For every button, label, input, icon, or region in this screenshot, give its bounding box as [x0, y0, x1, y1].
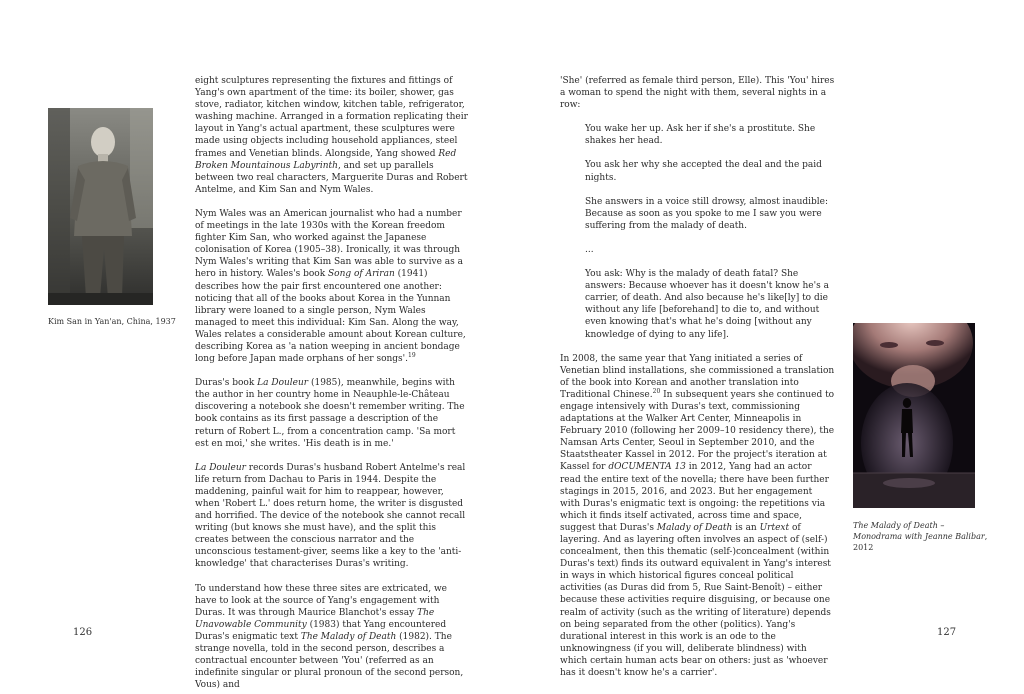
block-quote: [560, 159, 835, 183]
block-quote: [560, 196, 835, 232]
kim-san-photo-image: [48, 108, 153, 305]
left-text-column: [195, 75, 470, 691]
body-paragraph: [195, 208, 470, 365]
text-run: eight sculptures representing the fixtures and fittings of Yang's own apartment of the time: its boiler, shower, gas stove, radiator, kitchen window, kitchen table, refrigerator, washing machine. Arranged in a formation replicating their layout in Yang's actual apartment, these sculptures were made using objects including household appliances, steel frames and Venetian blinds. Alongside, Yang showed: [195, 76, 468, 159]
text-run: Nym Wales was an American journalist who had a number of meetings in the late 1930s with the Korean freedom fighter Kim San, who worked against the Japanese colonisation of Korea (1905–38). Ironically, it was through Nym Wales's writing that Kim San was able to survive as a hero in history. Wales's book: [195, 208, 464, 280]
block-quote: [560, 268, 835, 341]
block-quote: [560, 123, 835, 147]
footnote-ref: 20: [652, 387, 661, 395]
body-paragraph: [195, 462, 470, 571]
italic-title: Malady of Death: [656, 522, 733, 533]
italic-title: Song of Ariran: [328, 269, 395, 280]
text-run: is an: [732, 522, 760, 533]
text-run: (1982). The strange novella, told in the second person, describes a contractual encounter between 'You' (referred as an indefinite singular or plural pronoun of the second person, Vous) and: [195, 631, 464, 691]
italic-title: dOCUMENTA 13: [608, 462, 686, 473]
text-run: in 2012, Yang had an actor read the entire text of the novella; there have been further stagings in 2015, 2016, and 2023. But her engagement with Duras's enigmatic text is ongoing: the repetitions via which it finds itself activated, across time and space, suggest that Duras's: [560, 462, 829, 533]
kim-san-photo-caption: Kim San in Yan'an, China, 1937: [48, 317, 176, 326]
malady-caption-year: , 2012: [853, 532, 988, 552]
right-page: [512, 0, 1024, 694]
text-run: In 2008, the same year that Yang initiated a series of Venetian blind installations, she commissioned a translation of the book into Korean and another translation into Traditional Chinese.: [560, 353, 835, 400]
italic-title: The Unavowable Community: [195, 607, 435, 630]
italic-title: Red Broken Mountainous Labyrinth: [195, 148, 457, 171]
malady-of-death-photo-caption: [853, 520, 993, 553]
body-paragraph: [560, 75, 835, 111]
text-run: You ask: Why is the malady of death fatal? She answers: Because whoever has it doesn't know he's a carrier, of death. And also because he's like[ly] to die without any life [beforehand] to die to, and without even knowing that's what he's doing [without any knowledge of dying to any life].: [585, 269, 829, 340]
text-run: To understand how these three sites are extricated, we have to look at the source of Yang's engagement with Duras. It was through Maurice Blanchot's essay: [195, 583, 447, 618]
text-run: In subsequent years she continued to engage intensively with Duras's text, commissioning adaptations at the Walker Art Center, Minneapolis in February 2010 (following her 2009–10 residency there), the Namsan Arts Center, Seoul in September 2010, and the Staatstheater Kassel in 2012. For the project's iteration at Kassel for: [560, 389, 835, 473]
text-run: She answers in a voice still drowsy, almost inaudible: Because as soon as you spoke to me I saw you were suffering from the malady of death.: [585, 196, 829, 231]
text-run: , and set up parallels between two real characters, Marguerite Duras and Robert Antelme, and Kim San and Nym Wales.: [195, 160, 468, 195]
italic-title: The Malady of Death: [300, 631, 397, 642]
body-paragraph: [560, 353, 835, 680]
right-page-number: 127: [937, 627, 957, 638]
footnote-ref: 19: [408, 352, 416, 360]
malady-of-death-photo: [853, 323, 975, 508]
text-run: You ask her why she accepted the deal and the paid nights.: [585, 160, 822, 183]
text-run: You wake her up. Ask her if she's a prostitute. She shakes her head.: [585, 124, 816, 147]
kim-san-photo: [48, 108, 153, 305]
text-run: (1985), meanwhile, begins with the author in her country home in Neauphle-le-Château discovering a notebook she doesn't remember writing. The book contains as its first passage a description of the return of Robert L., from a concentration camp. 'Sa mort est en moi,' she writes. 'His death is in me.': [195, 378, 465, 449]
block-quote: [560, 244, 835, 256]
right-text-column: [560, 75, 835, 679]
malady-caption-title: The Malady of Death – Monodrama with Jeanne Balibar: [853, 521, 985, 541]
text-run: 'She' (referred as female third person, Elle). This 'You' hires a woman to spend the night with them, several nights in a row:: [560, 76, 835, 111]
text-run: (1941) describes how the pair first encountered one another: noticing that all of the books about Korea in the Yunnan library were loaned to a single person, Nym Wales managed to meet this individual: Kim San. Along the way, Wales relates a considerable amount about Korean culture, describing Korea as 'a nation weeping in ancient bondage long before Japan made orphans of her songs'.: [195, 269, 466, 365]
body-paragraph: [195, 75, 470, 196]
text-run: Duras's book: [195, 378, 258, 389]
body-paragraph: [195, 583, 470, 692]
text-run: records Duras's husband Robert Antelme's real life return from Dachau to Paris in 1944. Despite the maddening, painful wait for him to reappear, however, when 'Robert L.' does return home, the writer is disgusted and horrified. The device of the notebook she cannot recall writing (but knows she must have), and the split this creates between the conscious narrator and the unconscious testament-giver, seems like a key to the 'anti-knowledge' that characterises Duras's writing.: [195, 462, 466, 570]
text-run: (1983) that Yang encountered Duras's enigmatic text: [195, 619, 447, 642]
text-run: of layering. And as layering often involves an aspect of (self-) concealment, then this thematic (self-)concealment (within Duras's text) finds its outward equivalent in Yang's interest in ways in which historical figures conceal political activities (as Duras did from 5, Rue Saint-Benoît) – either because these activities require disguising, or because one realm of activity (such as the writing of literature) depends on being separated from the other (politics). Yang's durational interest in this work is an ode to the unknowingness (if you will, deliberate blindness) with which certain human acts bear on others: just as 'whoever has it doesn't know he's a carrier'.: [560, 522, 831, 679]
italic-title: Urtext: [759, 522, 790, 533]
body-paragraph: [195, 377, 470, 450]
text-run: ...: [585, 244, 594, 255]
malady-of-death-photo-image: [853, 323, 975, 508]
italic-title: La Douleur: [195, 462, 246, 473]
italic-title: La Douleur: [257, 378, 309, 389]
left-page-number: 126: [73, 627, 93, 638]
